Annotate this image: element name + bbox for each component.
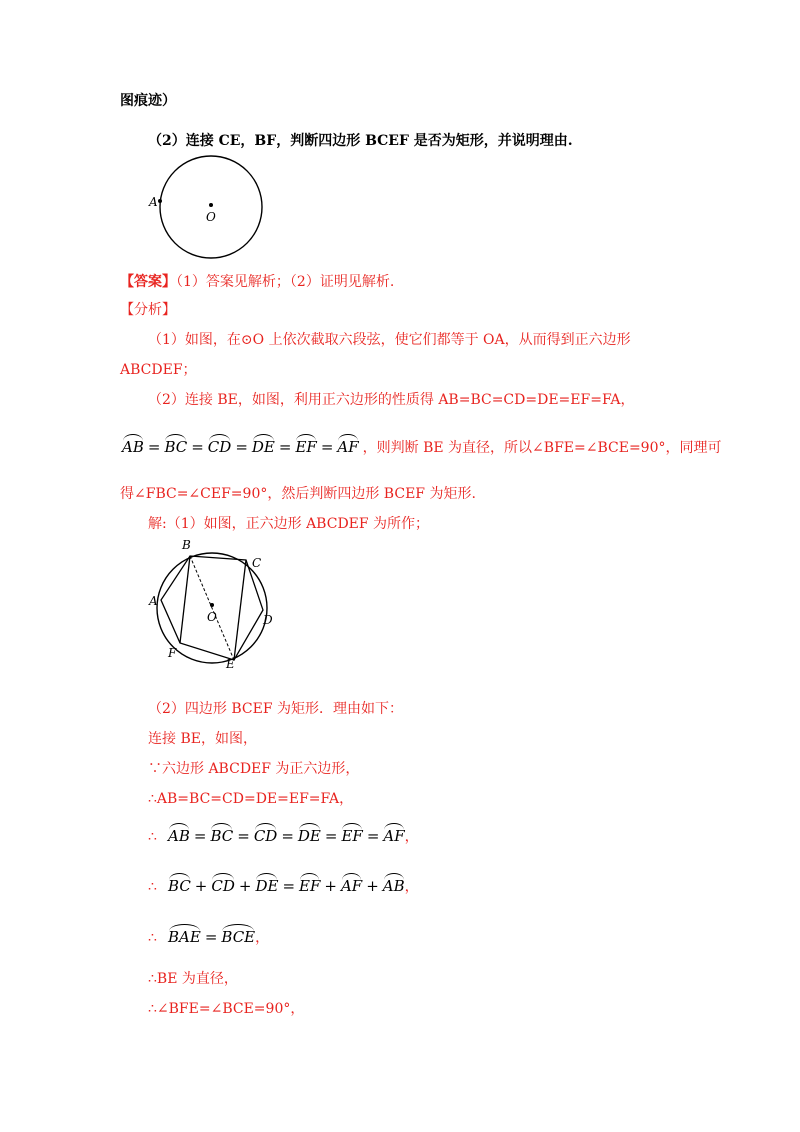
answer-text: （1）答案见解析；（2）证明见解析.: [176, 274, 395, 290]
figure-hexagon-in-circle: [140, 535, 280, 670]
solution-s1: 解:（1）如图，正六边形 ABCDEF 为所作；: [148, 516, 430, 532]
arc-cd: CD: [208, 434, 232, 456]
label-c: C: [252, 556, 262, 570]
solution-s10: ∴∠BFE=∠BCE=90°，: [148, 1001, 305, 1017]
figure-circle-a-o: [140, 150, 270, 265]
analysis-tag: 【分析】: [120, 302, 176, 318]
solution-s9: ∴BE 为直径，: [148, 971, 238, 987]
diameter-be: [190, 556, 234, 660]
analysis-arc-equation: AB = BC = CD = DE = EF = AF ，则判断 BE 为直径，所以∠BFE=∠BCE=90°，同理可: [122, 434, 722, 457]
arc-ab: AB: [122, 434, 144, 456]
label-o: O: [206, 210, 216, 224]
part2-prompt: （2）连接 CE，BF，判断四边形 BCEF 是否为矩形，并说明理由.: [148, 133, 573, 149]
analysis-p1-line1: （1）如图，在⊙O 上依次截取六段弦，使它们都等于 OA，从而得到正六边形: [148, 332, 631, 348]
arc-ef: EF: [295, 434, 316, 456]
point-a: [158, 199, 162, 203]
solution-s2: （2）四边形 BCEF 为矩形．理由如下：: [148, 701, 404, 717]
label-b: B: [182, 538, 191, 552]
label-a: A: [149, 594, 158, 608]
solution-s5: ∴AB=BC=CD=DE=EF=FA，: [148, 791, 354, 807]
arc-de: DE: [252, 434, 275, 456]
point-o: [209, 203, 213, 207]
label-f: F: [168, 646, 177, 660]
solution-s3: 连接 BE，如图，: [148, 731, 257, 747]
arc-af: AF: [337, 434, 358, 456]
solution-arc-eq2: ∴ BC + CD + DE = EF + AF + AB，: [148, 873, 419, 896]
answer-line: [120, 273, 394, 291]
solution-arc-eq3: ∴ BAE = BCE，: [148, 924, 269, 947]
label-o: O: [207, 610, 217, 624]
analysis-p2-tail: ，则判断 BE 为直径，所以∠BFE=∠BCE=90°，同理可: [362, 440, 722, 456]
arc-bc: BC: [164, 434, 187, 456]
segment-ce: [234, 560, 246, 660]
analysis-p2-line3: 得∠FBC=∠CEF=90°，然后判断四边形 BCEF 为矩形.: [120, 486, 476, 502]
label-d: D: [263, 613, 273, 627]
point-o: [210, 603, 214, 607]
question-heading-tail: 图痕迹）: [120, 93, 176, 109]
analysis-p1-line2: ABCDEF；: [120, 362, 197, 378]
solution-arc-eq1: ∴ AB = BC = CD = DE = EF = AF，: [148, 823, 419, 846]
label-e: E: [226, 657, 235, 670]
answer-tag: 【答案】: [120, 274, 176, 290]
analysis-p2-line1: （2）连接 BE，如图，利用正六边形的性质得 AB=BC=CD=DE=EF=FA，: [148, 392, 635, 408]
label-a: A: [149, 195, 158, 209]
solution-s4: ∵六边形 ABCDEF 为正六边形，: [148, 761, 360, 777]
